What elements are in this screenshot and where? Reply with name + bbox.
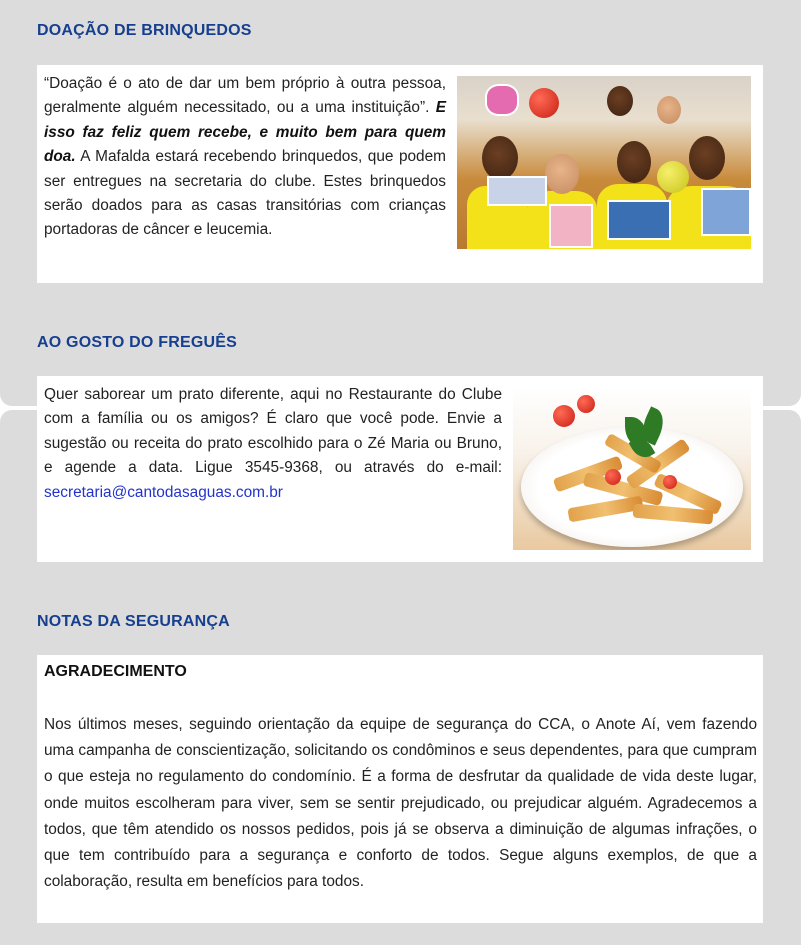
gosto-text-body: Quer saborear um prato diferente, aqui no Restaurante do Clube com a família ou os amigos? É claro que você pode. Envie a sugestão ou receita do prato escolhido para o Zé Maria ou Bruno, e agende a data. Ligue 3545-9368, ou através do e-mail:: [44, 386, 502, 477]
pasta-dish-photo: [513, 387, 751, 550]
children-toys-photo: [457, 76, 751, 249]
doacao-text-emphasis: E isso faz feliz quem recebe, e muito bem para quem doa.: [44, 99, 446, 166]
gosto-text: [44, 383, 502, 505]
agradecimento-heading: AGRADECIMENTO: [44, 663, 187, 680]
email-link[interactable]: secretaria@cantodasaguas.com.br: [44, 483, 283, 501]
doacao-text-body: A Mafalda estará recebendo brinquedos, que podem ser entregues na secretaria do clube. Estes brinquedos serão doados para as casas transitórias com crianças portadoras de câncer e leucemia.: [44, 148, 446, 239]
section-title-seguranca: NOTAS DA SEGURANÇA: [37, 613, 230, 630]
doacao-text: [44, 72, 446, 243]
doacao-text-intro: “Doação é o ato de dar um bem próprio à outra pessoa, geralmente alguém necessitado, ou a uma instituição”.: [44, 75, 446, 117]
section-title-doacao: DOAÇÃO DE BRINQUEDOS: [37, 22, 252, 39]
section-title-gosto: AO GOSTO DO FREGUÊS: [37, 334, 237, 351]
seguranca-text: Nos últimos meses, seguindo orientação da equipe de segurança do CCA, o Anote Aí, vem fazendo uma campanha de conscientização, solicitando os condôminos e seus dependentes, para que cumpram o que esteja no regulamento do condomínio. É a forma de desfrutar da qualidade de vida deste lugar, onde muitos escolheram para viver, sem se sentir prejudicado, ou prejudicar alguém. Agradecemos a todos, que têm atendido os nossos pedidos, pois já se observa a diminuição de algumas infrações, o que tem contribuído para a segurança e conforto de todos. Segue alguns exemplos, de que a colaboração, resulta em benefícios para todos.: [44, 716, 757, 891]
